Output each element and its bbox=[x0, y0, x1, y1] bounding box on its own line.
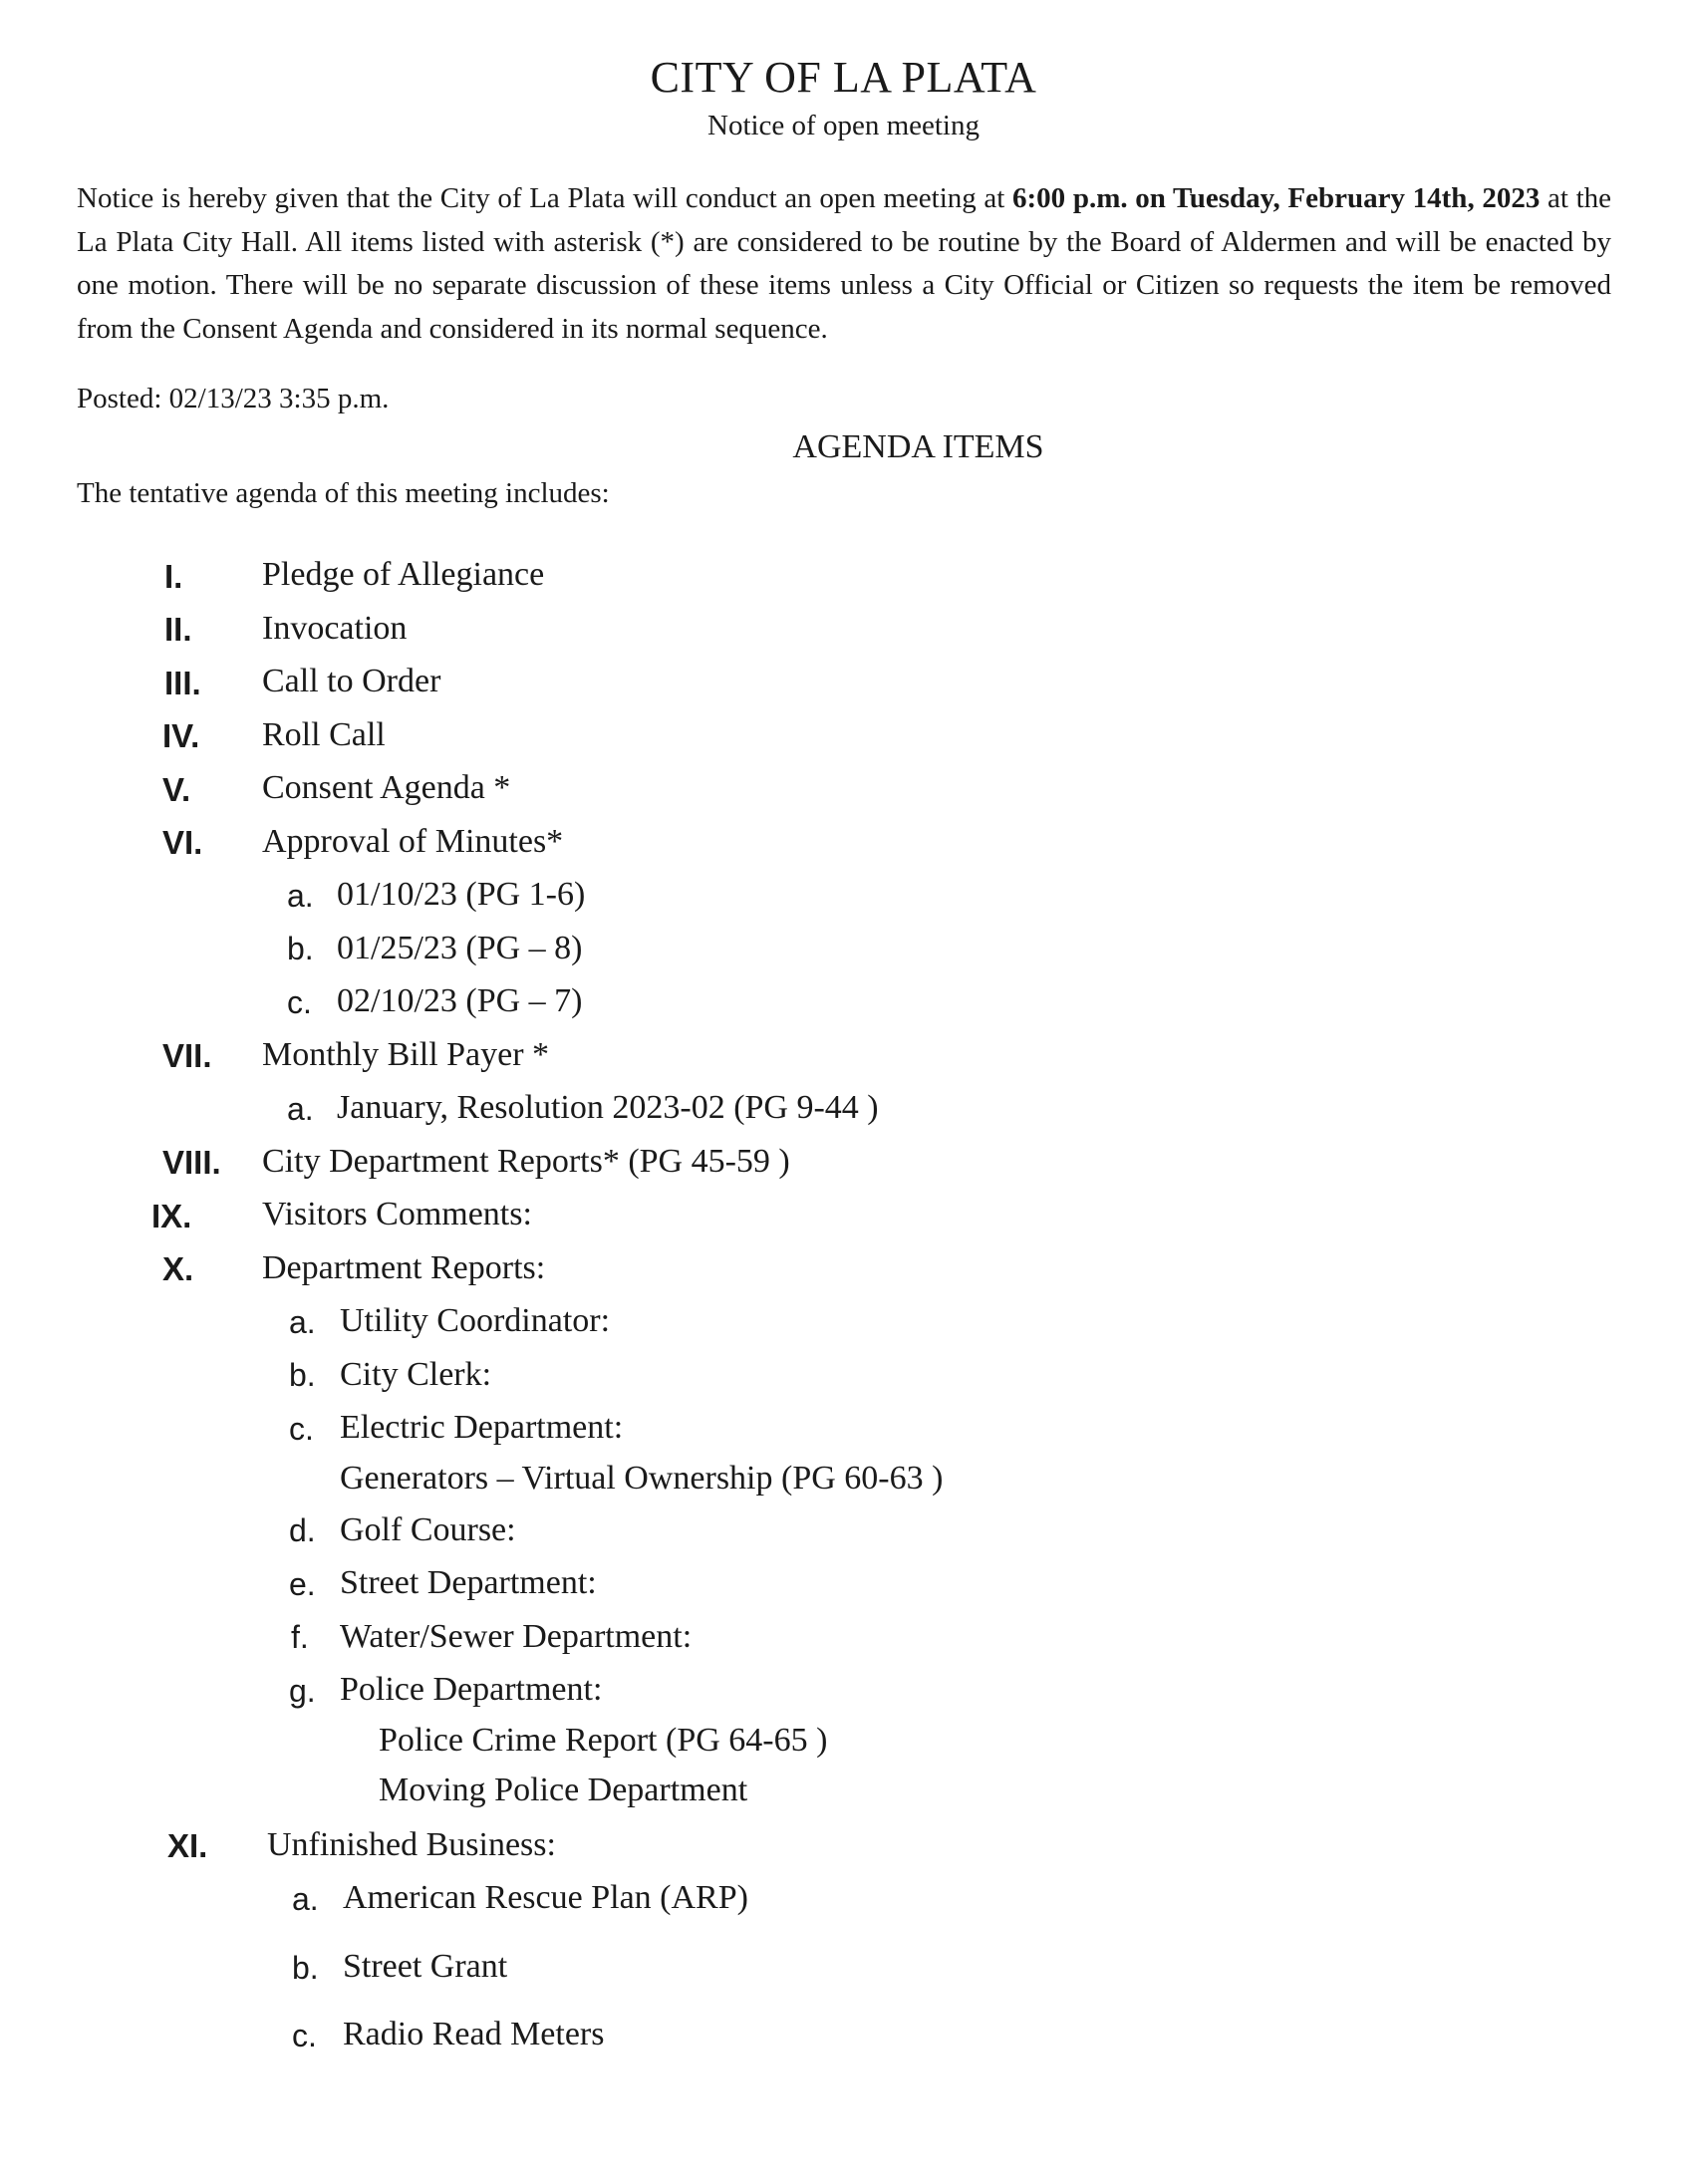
sub-item-letter: d. bbox=[289, 1512, 316, 1548]
sub-item-letter: a. bbox=[289, 1304, 316, 1340]
item-number: V. bbox=[162, 771, 191, 808]
sub-item-detail: Generators – Virtual Ownership (PG 60-63 ) bbox=[340, 1460, 944, 1497]
sub-item-text: Street Grant bbox=[343, 1948, 508, 1985]
item-number: VII. bbox=[162, 1037, 212, 1074]
sub-item-letter: c. bbox=[287, 984, 312, 1020]
item-text: Invocation bbox=[262, 610, 408, 647]
sub-item-letter: b. bbox=[289, 1357, 316, 1393]
item-text: Consent Agenda * bbox=[262, 769, 511, 806]
sub-item-letter: b. bbox=[292, 1950, 319, 1986]
sub-item-detail: Moving Police Department bbox=[379, 1772, 748, 1808]
sub-item-text: American Rescue Plan (ARP) bbox=[343, 1879, 748, 1916]
sub-item-letter: e. bbox=[289, 1566, 316, 1602]
item-number: X. bbox=[162, 1250, 194, 1287]
sub-item-letter: c. bbox=[292, 2018, 317, 2053]
sub-item-text: Golf Course: bbox=[340, 1511, 516, 1548]
sub-item-text: Electric Department: bbox=[340, 1409, 624, 1446]
item-text: Roll Call bbox=[262, 716, 386, 753]
sub-item-letter: a. bbox=[287, 1091, 314, 1127]
sub-item-letter: f. bbox=[291, 1619, 309, 1655]
posted-date: Posted: 02/13/23 3:35 p.m. bbox=[77, 383, 390, 414]
sub-item-letter: a. bbox=[287, 878, 314, 914]
agenda-intro: The tentative agenda of this meeting includes: bbox=[77, 477, 610, 509]
item-text: Department Reports: bbox=[262, 1249, 546, 1286]
sub-item-letter: b. bbox=[287, 931, 314, 966]
item-text: City Department Reports* (PG 45-59 ) bbox=[262, 1143, 790, 1180]
sub-item-letter: g. bbox=[289, 1673, 316, 1709]
page-subtitle: Notice of open meeting bbox=[707, 110, 980, 141]
sub-item-text: Water/Sewer Department: bbox=[340, 1618, 693, 1655]
item-text: Pledge of Allegiance bbox=[262, 556, 545, 593]
sub-item-text: Street Department: bbox=[340, 1564, 597, 1601]
agenda-heading: AGENDA ITEMS bbox=[792, 428, 1044, 465]
sub-item-text: 01/25/23 (PG – 8) bbox=[337, 930, 583, 966]
item-number: III. bbox=[164, 665, 201, 701]
sub-item-text: 01/10/23 (PG 1-6) bbox=[337, 876, 586, 913]
sub-item-letter: a. bbox=[292, 1881, 319, 1917]
sub-item-detail: Police Crime Report (PG 64-65 ) bbox=[379, 1722, 828, 1759]
sub-item-text: Radio Read Meters bbox=[343, 2016, 605, 2052]
item-number: VI. bbox=[162, 824, 203, 861]
sub-item-text: City Clerk: bbox=[340, 1356, 492, 1393]
notice-text-2: at the La Plata City Hall. All items listed with asterisk (*) are considered to be routine by the Board of Aldermen and will be enacted by one motion. There will be no separate discussion of these items unless a City Official or Citizen so requests the item be removed from the Consent Agenda and considered in its normal sequence. bbox=[77, 182, 1612, 345]
sub-item-text: January, Resolution 2023-02 (PG 9-44 ) bbox=[337, 1089, 879, 1126]
notice-text-1: Notice is hereby given that the City of La Plata will conduct an open meeting at bbox=[77, 182, 1013, 214]
page-title: CITY OF LA PLATA bbox=[650, 53, 1037, 102]
item-number: VIII. bbox=[162, 1144, 221, 1181]
item-number: IV. bbox=[162, 717, 200, 754]
item-number: IX. bbox=[151, 1198, 192, 1234]
item-number: II. bbox=[164, 611, 192, 648]
item-text: Visitors Comments: bbox=[262, 1196, 532, 1232]
notice-meeting-time: 6:00 p.m. on Tuesday, February 14th, 2023 bbox=[1012, 182, 1541, 214]
sub-item-text: Utility Coordinator: bbox=[340, 1302, 611, 1339]
item-text: Approval of Minutes* bbox=[262, 823, 564, 860]
item-number: I. bbox=[164, 558, 183, 595]
item-text: Monthly Bill Payer * bbox=[262, 1036, 550, 1073]
item-number: XI. bbox=[167, 1827, 208, 1864]
item-text: Call to Order bbox=[262, 663, 441, 699]
notice-paragraph bbox=[77, 177, 1611, 351]
sub-item-letter: c. bbox=[289, 1411, 314, 1447]
sub-item-text: 02/10/23 (PG – 7) bbox=[337, 982, 583, 1019]
sub-item-text: Police Department: bbox=[340, 1671, 603, 1708]
item-text: Unfinished Business: bbox=[267, 1826, 556, 1863]
